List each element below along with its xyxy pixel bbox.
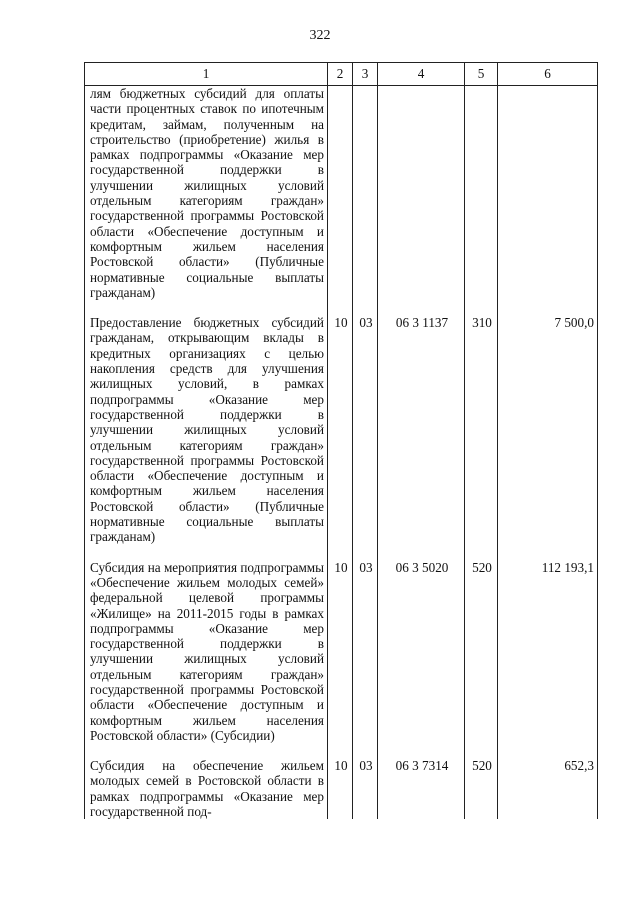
row-subsection: 03 [353,758,378,819]
col-header-5: 5 [465,63,498,86]
row-subsection: 03 [353,560,378,744]
row-section: 10 [328,560,353,744]
row-amount: 112 193,1 [498,560,598,744]
table-header [85,63,598,86]
col-header-4: 4 [378,63,465,86]
page-number: 322 [309,28,331,43]
row-description: лям бюджетных субсидий для оплаты части процентных ставок по ипотечным кредитам, займам, полученным на строительство (приобретение) жилья в рамках подпрограммы «Оказание мер государственной поддержки в улучшении жилищных условий отдельным категориям граждан» государственной программы Ростовской области «Обеспечение доступным и комфортным жильем населения Ростовской области» (Публичные нормативные социальные выплаты гражданам) [85,86,328,301]
row-spacer [85,743,598,758]
row-section [328,86,353,301]
row-subsection: 03 [353,315,378,544]
row-description: Субсидия на мероприятия подпрограммы «Обеспечение жильем молодых семей» федеральной целевой программы «Жилище» на 2011-2015 годы в рамках подпрограммы «Оказание мер государственной поддержки в улучшении жилищных условий отдельным категориям граждан» государственной программы Ростовской области «Обеспечение доступным и комфортным жильем населения Ростовской области» (Субсидии) [85,560,328,744]
row-section: 10 [328,315,353,544]
row-description: Предоставление бюджетных субсидий гражданам, открывающим вклады в кредитных организациях с целью накопления средств для улучшения жилищных условий, в рамках подпрограммы «Оказание мер государственной поддержки в улучшении жилищных условий отдельным категориям граждан» государственной программы Ростовской области «Обеспечение доступным и комфортным жильем населения Ростовской области» (Публичные нормативные социальные выплаты гражданам) [85,315,328,544]
col-header-3: 3 [353,63,378,86]
row-target-article: 06 3 1137 [378,315,465,544]
row-spacer [85,300,598,315]
row-amount: 652,3 [498,758,598,819]
row-description: Субсидия на обеспечение жильем молодых семей в Ростовской области в рамках подпрограммы «Оказание мер государственной под- [85,758,328,819]
table-row [85,315,598,544]
row-expense-type: 520 [465,758,498,819]
col-header-2: 2 [328,63,353,86]
row-expense-type: 310 [465,315,498,544]
row-section: 10 [328,758,353,819]
row-spacer [85,545,598,560]
row-target-article: 06 3 7314 [378,758,465,819]
table-row [85,560,598,744]
row-expense-type: 520 [465,560,498,744]
budget-table [84,62,598,819]
row-expense-type [465,86,498,301]
table-row [85,758,598,819]
row-target-article: 06 3 5020 [378,560,465,744]
col-header-1: 1 [85,63,328,86]
row-amount [498,86,598,301]
row-amount: 7 500,0 [498,315,598,544]
row-subsection [353,86,378,301]
table-row [85,86,598,301]
row-target-article [378,86,465,301]
col-header-6: 6 [498,63,598,86]
